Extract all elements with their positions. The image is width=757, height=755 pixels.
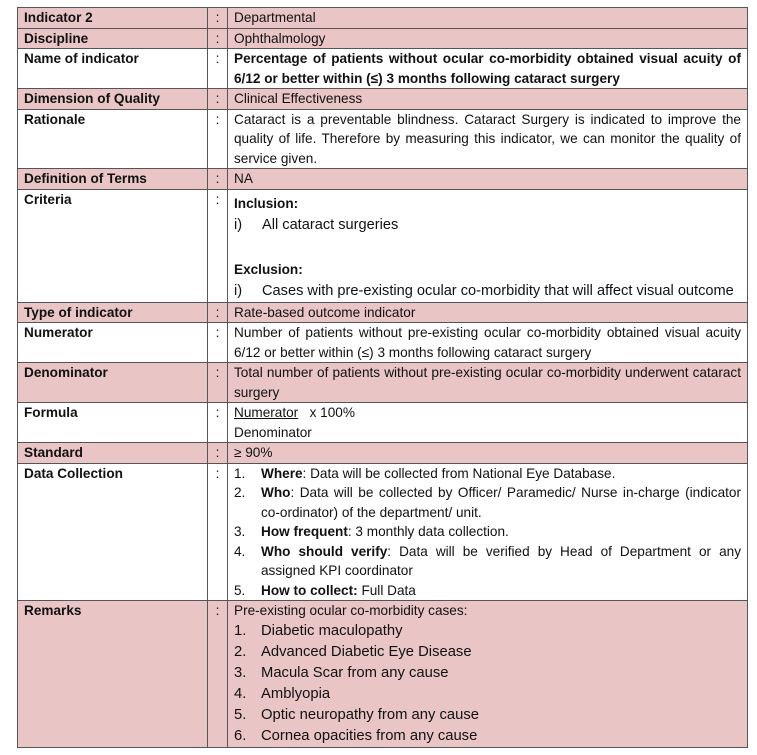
list-item [234, 642, 741, 663]
label-criteria: Criteria [18, 189, 208, 302]
row-dimension [18, 89, 748, 110]
item-num: 2. [234, 643, 247, 660]
list-item [234, 621, 741, 642]
label-standard: Standard [18, 443, 208, 464]
item-key: How frequent [261, 524, 348, 539]
item-num: 3. [234, 524, 246, 539]
separator: : [208, 323, 228, 363]
item-text: Advanced Diabetic Eye Disease [261, 643, 472, 660]
data-collection-list [234, 464, 741, 601]
remarks-intro: Pre-existing ocular co-morbidity cases: [234, 603, 468, 618]
value-name: Percentage of patients without ocular co-morbidity obtained visual acuity of 6/12 or better within (≤) 3 months following cataract surgery [228, 49, 748, 89]
list-item [234, 705, 741, 726]
item-num: 1. [234, 465, 246, 481]
value-dimension: Clinical Effectiveness [228, 89, 748, 110]
value-denominator: Total number of patients without pre-existing ocular co-morbidity underwent cataract surgery [228, 363, 748, 403]
list-item [234, 726, 741, 747]
inclusion-item [234, 216, 741, 236]
row-indicator [18, 8, 748, 29]
inclusion-title: Inclusion: [234, 195, 299, 211]
value-data-collection [228, 463, 748, 601]
item-text: Diabetic maculopathy [261, 622, 403, 639]
row-denominator [18, 363, 748, 403]
separator: : [208, 601, 228, 748]
list-item [234, 483, 741, 522]
value-numerator: Number of patients without pre-existing ocular co-morbidity obtained visual acuity 6/12 or better within (≤) 3 months following cataract surgery [228, 323, 748, 363]
separator: : [208, 49, 228, 89]
label-numerator: Numerator [18, 323, 208, 363]
separator: : [208, 302, 228, 323]
separator: : [208, 8, 228, 29]
item-key: Who should verify [261, 543, 388, 559]
item-num: 6. [234, 727, 247, 744]
value-indicator: Departmental [228, 8, 748, 29]
item-num: 2. [234, 485, 246, 500]
label-remarks: Remarks [18, 601, 208, 748]
inclusion-num: i) [234, 217, 243, 233]
list-item [234, 542, 741, 581]
remarks-list [234, 621, 741, 747]
row-criteria [18, 189, 748, 302]
item-key: Who [261, 485, 291, 500]
list-item [234, 522, 741, 542]
separator: : [208, 403, 228, 443]
item-text: Macula Scar from any cause [261, 664, 449, 681]
row-formula [18, 403, 748, 443]
list-item [234, 581, 741, 601]
label-indicator: Indicator 2 [18, 8, 208, 29]
exclusion-text: Cases with pre-existing ocular co-morbidity that will affect visual outcome [262, 283, 734, 299]
item-text: Optic neuropathy from any cause [261, 706, 479, 723]
label-name: Name of indicator [18, 49, 208, 89]
indicator-table [17, 7, 748, 748]
list-item [234, 684, 741, 705]
exclusion-num: i) [234, 283, 243, 299]
value-standard: ≥ 90% [228, 443, 748, 464]
list-item [234, 663, 741, 684]
exclusion-item [234, 282, 741, 302]
formula-times: x 100% [309, 405, 355, 420]
value-criteria [228, 189, 748, 302]
item-text: : Data will be collected by Officer/ Paramedic/ Nurse in-charge (indicator co-ordinator) of the department/ unit. [261, 485, 741, 520]
separator: : [208, 169, 228, 190]
item-num: 1. [234, 622, 247, 639]
row-type [18, 302, 748, 323]
separator: : [208, 463, 228, 601]
label-definition: Definition of Terms [18, 169, 208, 190]
row-standard [18, 443, 748, 464]
label-discipline: Discipline [18, 28, 208, 49]
value-formula [228, 403, 748, 443]
separator: : [208, 443, 228, 464]
item-text: Cornea opacities from any cause [261, 727, 478, 744]
item-key: How to collect: [261, 582, 358, 598]
value-type: Rate-based outcome indicator [228, 302, 748, 323]
formula-numerator: Numerator [234, 405, 299, 420]
label-rationale: Rationale [18, 109, 208, 169]
separator: : [208, 89, 228, 110]
label-data-collection: Data Collection [18, 463, 208, 601]
separator: : [208, 189, 228, 302]
formula-denominator: Denominator [234, 424, 312, 440]
item-key: Where [261, 465, 303, 481]
item-text: : 3 monthly data collection. [347, 524, 509, 539]
value-discipline: Ophthalmology [228, 28, 748, 49]
item-num: 5. [234, 582, 246, 598]
row-name [18, 49, 748, 89]
label-dimension: Dimension of Quality [18, 89, 208, 110]
item-text: Amblyopia [261, 685, 331, 702]
label-formula: Formula [18, 403, 208, 443]
item-num: 4. [234, 685, 247, 702]
item-num: 4. [234, 543, 246, 559]
item-text: : Data will be collected from National Eye Database. [302, 465, 616, 481]
row-data-collection [18, 463, 748, 601]
list-item [234, 464, 741, 484]
separator: : [208, 109, 228, 169]
row-remarks [18, 601, 748, 748]
row-numerator [18, 323, 748, 363]
separator: : [208, 363, 228, 403]
row-discipline [18, 28, 748, 49]
value-rationale: Cataract is a preventable blindness. Cataract Surgery is indicated to improve the quality of life. Therefore by measuring this indicator, we can monitor the quality of service given. [228, 109, 748, 169]
item-num: 3. [234, 664, 247, 681]
separator: : [208, 28, 228, 49]
label-type: Type of indicator [18, 302, 208, 323]
row-definition [18, 169, 748, 190]
label-denominator: Denominator [18, 363, 208, 403]
value-remarks [228, 601, 748, 748]
row-rationale [18, 109, 748, 169]
inclusion-text: All cataract surgeries [262, 217, 399, 233]
item-text: : Data will be verified by Head of Department or any assigned KPI coordinator [261, 543, 741, 578]
value-definition: NA [228, 169, 748, 190]
exclusion-title: Exclusion: [234, 261, 303, 277]
item-num: 5. [234, 706, 247, 723]
item-text: Full Data [357, 582, 416, 598]
